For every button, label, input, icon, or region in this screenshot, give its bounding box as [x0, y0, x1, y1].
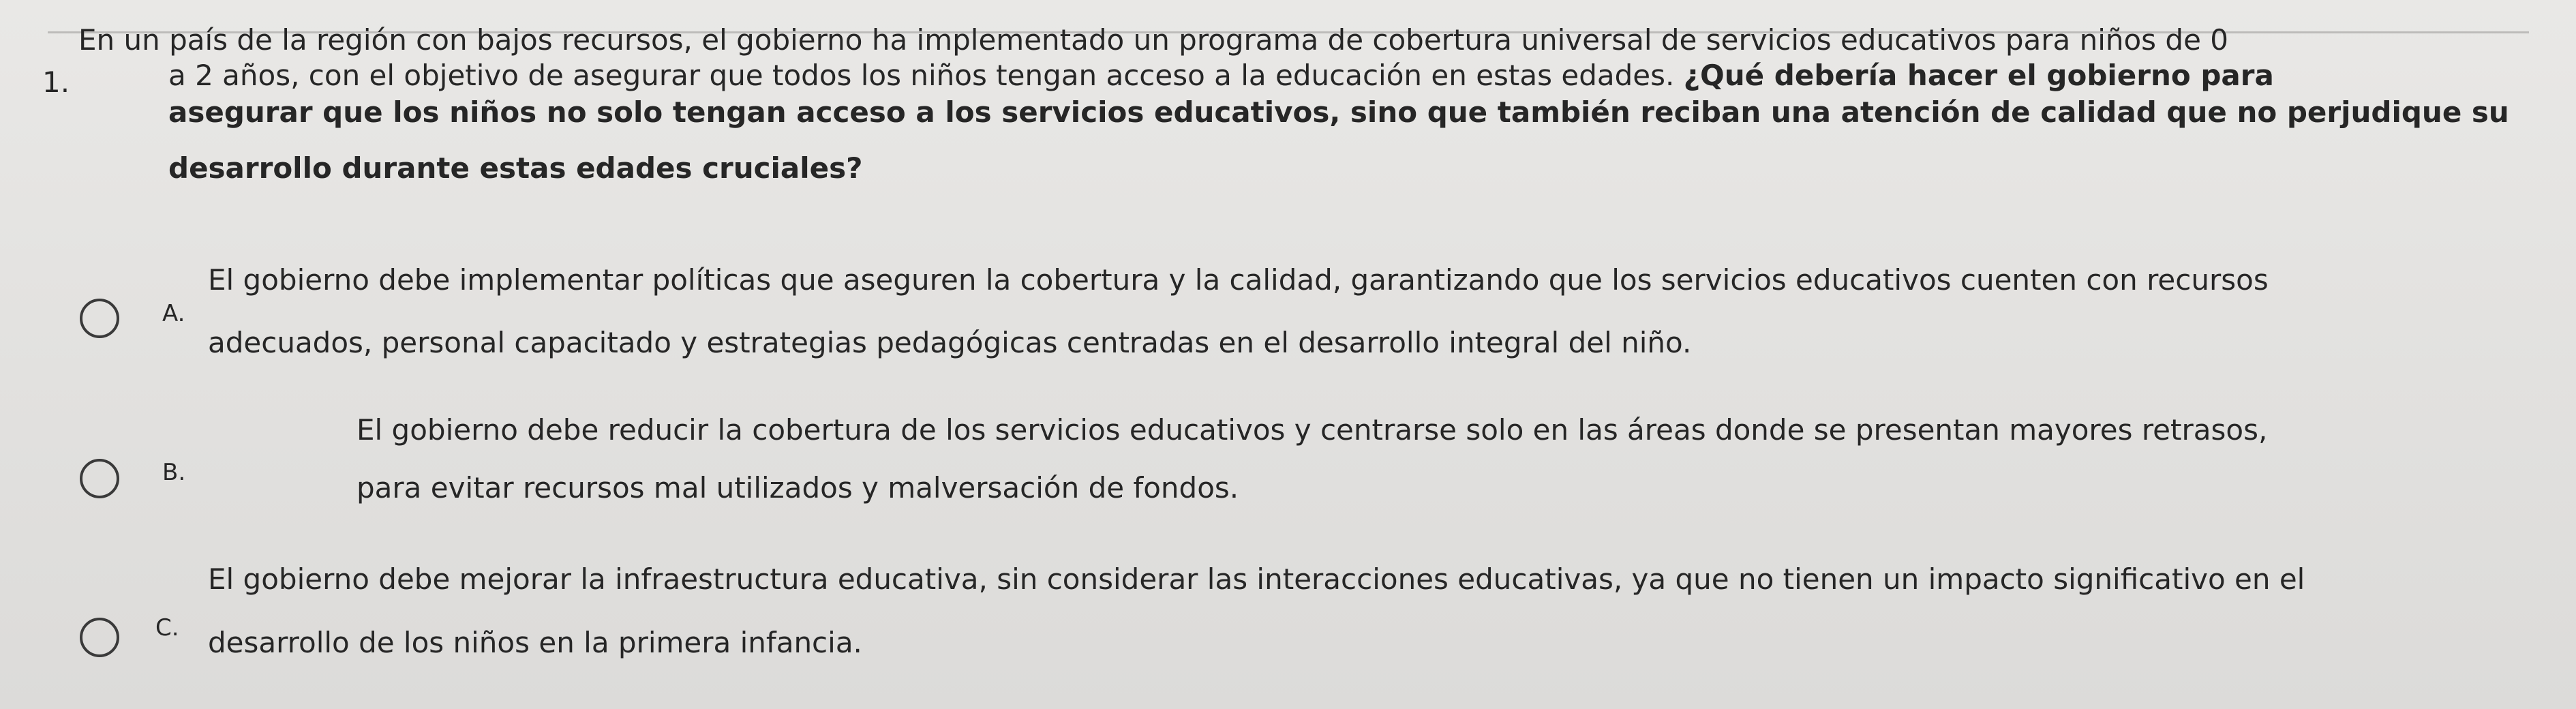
option-b-text-line-2: para evitar recursos mal utilizados y malversación de fondos.: [357, 471, 1239, 504]
option-c-radio[interactable]: [80, 618, 119, 657]
question-text-line-1: [78, 23, 2228, 57]
option-a-letter: A.: [162, 300, 185, 327]
option-c-letter: C.: [155, 614, 179, 642]
option-b-letter: B.: [162, 459, 186, 486]
option-a-radio[interactable]: [80, 299, 119, 338]
option-b-text-line-1: El gobierno debe reducir la cobertura de los servicios educativos y centrarse solo en las áreas donde se presentan mayores retrasos,: [357, 413, 2268, 447]
option-a-text-line-1: El gobierno debe implementar políticas que aseguren la cobertura y la calidad, garantizando que los servicios educativos cuenten con recursos: [208, 263, 2269, 297]
question-text-line-4: desarrollo durante estas edades cruciales?: [168, 151, 863, 185]
question-text-line-1-text: En un país de la región con bajos recursos, el gobierno ha implementado un programa de cobertura universal de servicios educativos para niños de 0: [78, 23, 2228, 57]
option-c-text-line-2: desarrollo de los niños en la primera infancia.: [208, 626, 862, 659]
question-text-line-3: asegurar que los niños no solo tengan acceso a los servicios educativos, sino que también reciban una atención de calidad que no perjudique su: [168, 95, 2509, 129]
question-text-line-2: [168, 59, 2274, 93]
option-a-text-line-2: adecuados, personal capacitado y estrategias pedagógicas centradas en el desarrollo integral del niño.: [208, 326, 1692, 359]
option-b-radio[interactable]: [80, 459, 119, 498]
question-text-line-2-text: a 2 años, con el objetivo de asegurar que todos los niños tengan acceso a la educación en estas edades.: [168, 59, 1675, 92]
question-bold-prompt: ¿Qué debería hacer el gobierno para: [1683, 59, 2274, 92]
option-c-text-line-1: El gobierno debe mejorar la infraestructura educativa, sin considerar las interacciones educativas, ya que no tienen un impacto significativo en el: [208, 562, 2305, 596]
question-number: 1.: [42, 65, 70, 99]
